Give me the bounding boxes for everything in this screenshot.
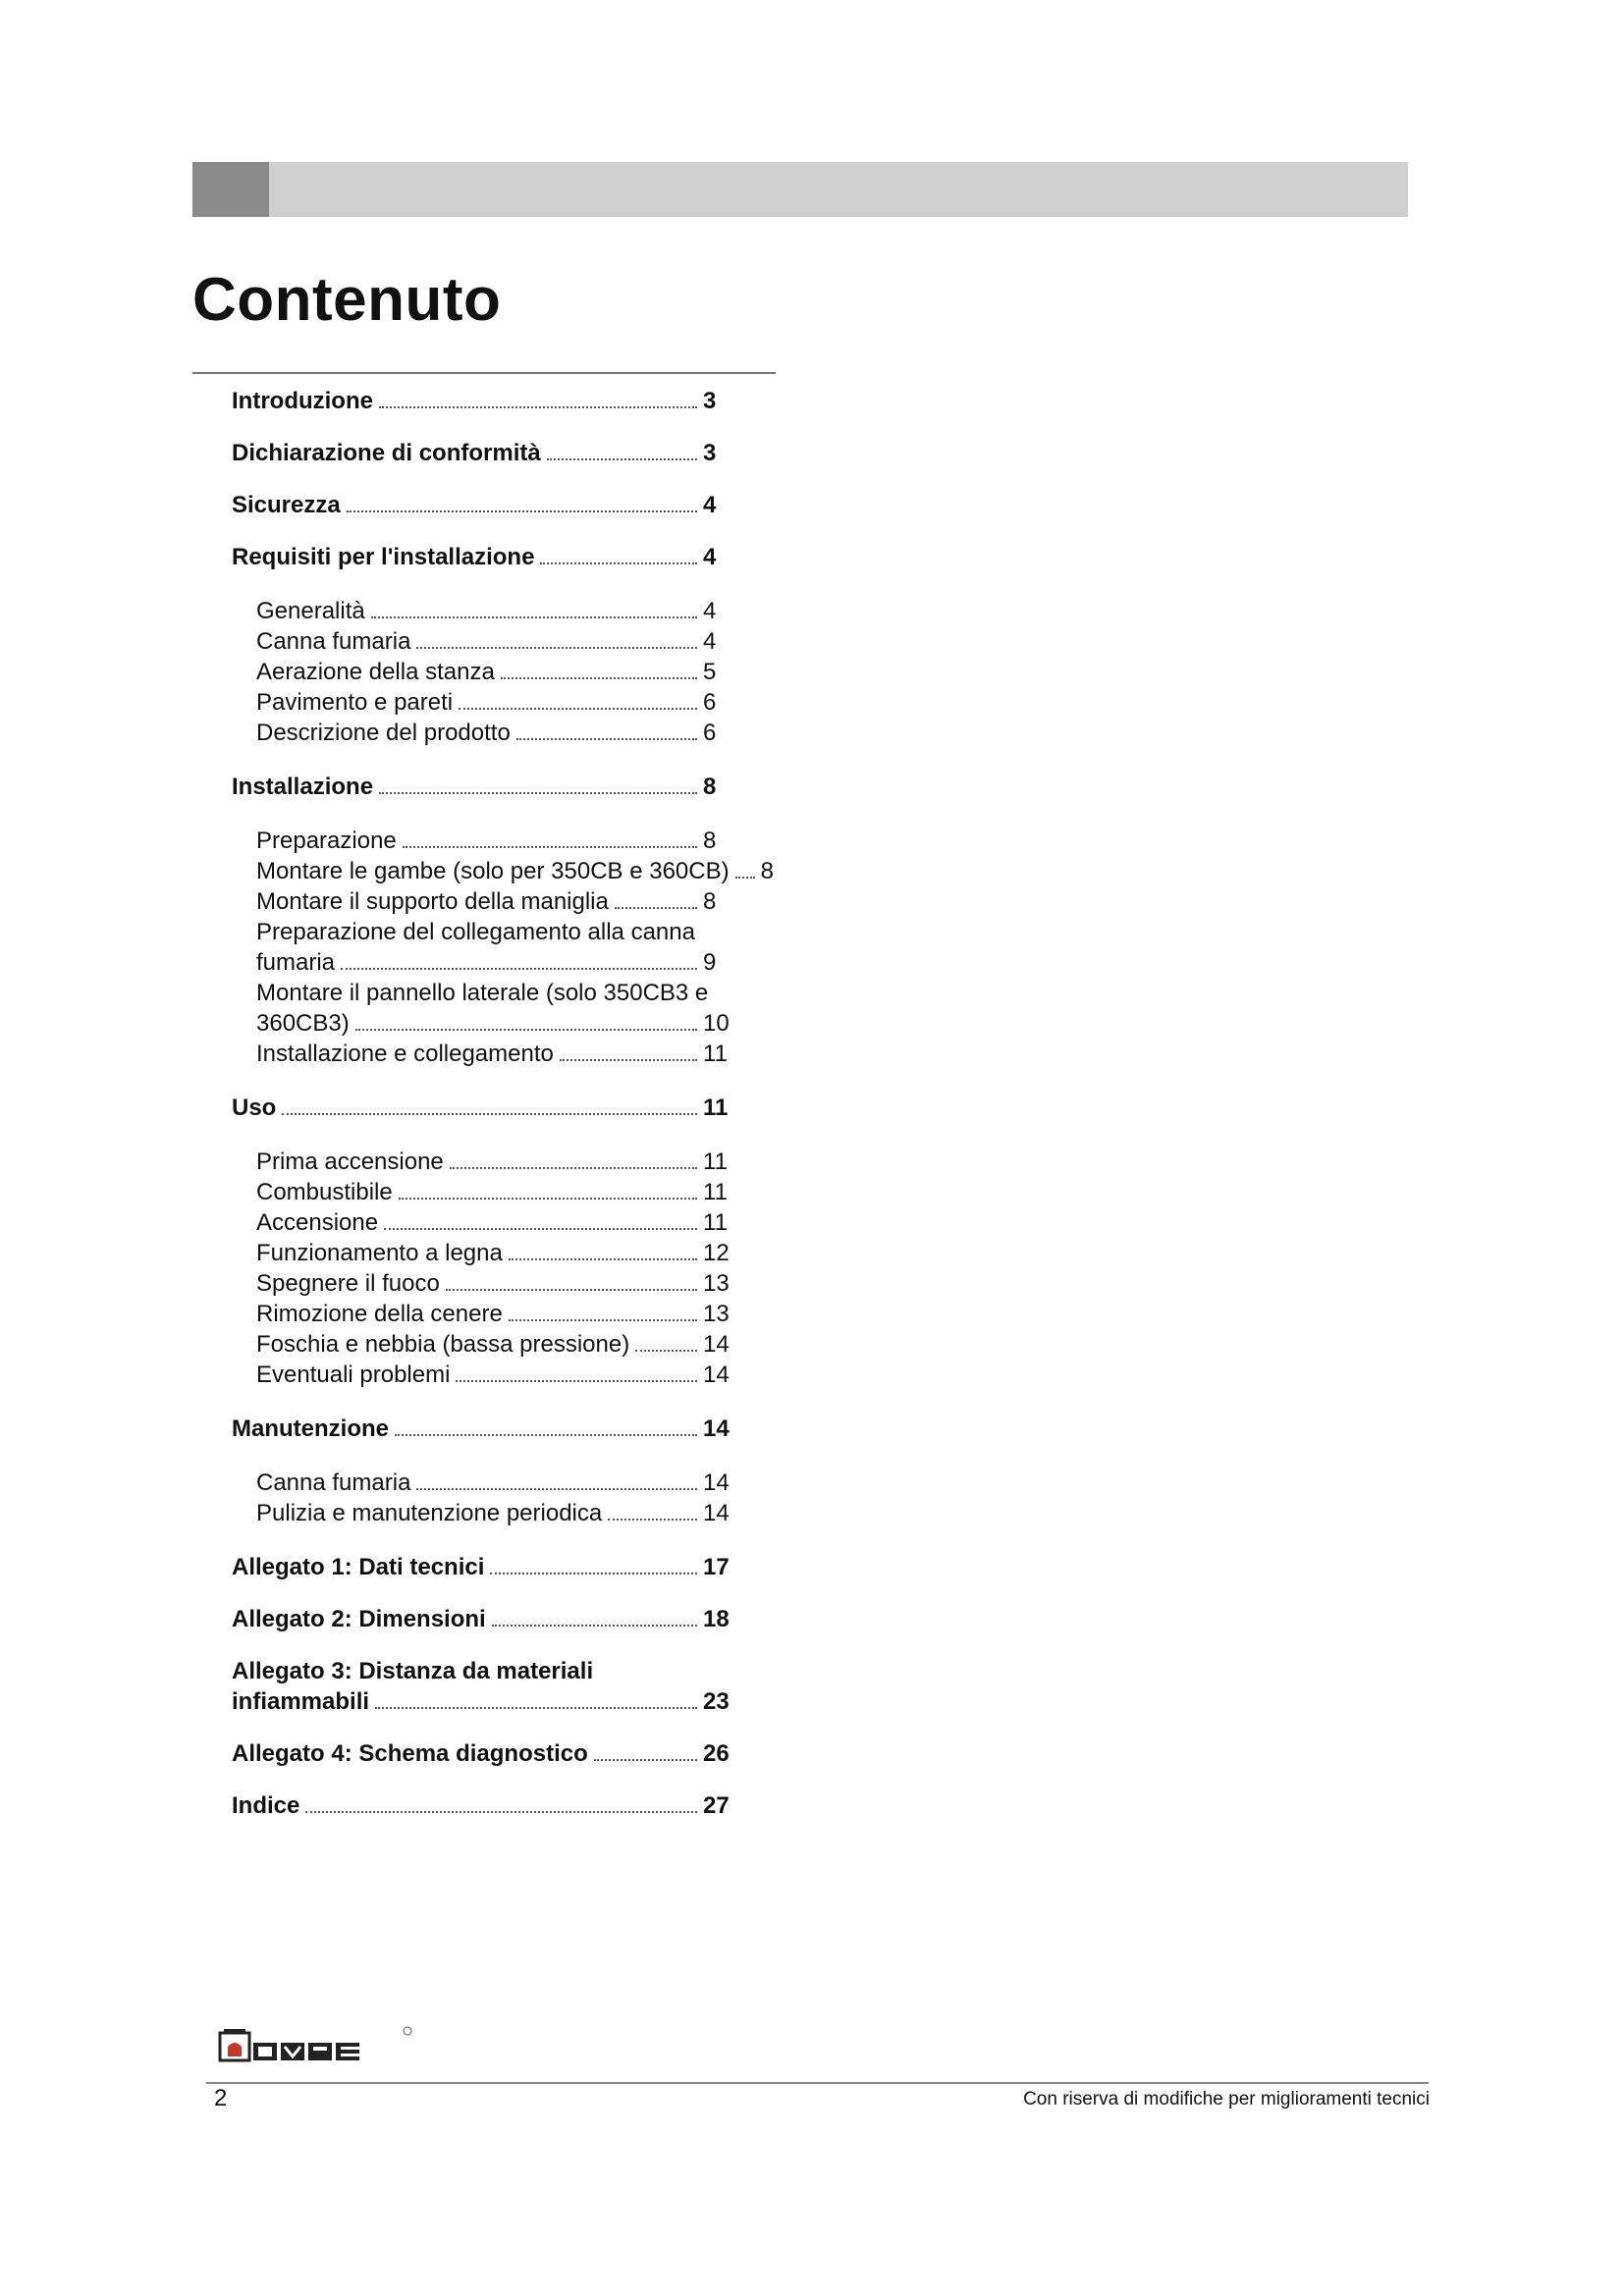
toc-subsection[interactable] bbox=[232, 1299, 860, 1329]
toc-subsection[interactable] bbox=[232, 626, 860, 657]
toc-leader-dots bbox=[501, 677, 697, 679]
toc-section[interactable] bbox=[232, 1656, 860, 1717]
toc-section[interactable] bbox=[232, 1414, 860, 1444]
toc-leader-dots bbox=[615, 907, 697, 909]
toc-subsection[interactable] bbox=[232, 826, 860, 856]
toc-leader-dots bbox=[594, 1759, 697, 1761]
toc-leader-dots bbox=[509, 1258, 697, 1260]
toc-page-number: 13 bbox=[703, 1270, 730, 1297]
toc-subsection[interactable] bbox=[232, 856, 860, 886]
toc-leader-dots bbox=[560, 1059, 697, 1061]
toc-page-number: 13 bbox=[703, 1301, 730, 1327]
toc-subsection[interactable] bbox=[232, 1147, 860, 1177]
page-title: Contenuto bbox=[192, 266, 502, 334]
toc-subsection[interactable] bbox=[232, 657, 860, 687]
toc-page-number: 12 bbox=[703, 1240, 730, 1266]
toc-subsection[interactable] bbox=[232, 1207, 860, 1238]
toc-section[interactable] bbox=[232, 490, 860, 520]
toc-leader-dots bbox=[446, 1289, 697, 1291]
toc-page-number: 8 bbox=[703, 828, 717, 854]
toc-page-number: 8 bbox=[703, 888, 717, 915]
toc-section[interactable] bbox=[232, 1093, 860, 1123]
toc-leader-dots bbox=[416, 647, 697, 649]
toc-page-number: 14 bbox=[703, 1500, 730, 1526]
toc-page-number: 3 bbox=[703, 388, 717, 414]
toc-page-number: 4 bbox=[703, 544, 717, 570]
toc-leader-dots bbox=[516, 738, 697, 740]
toc-page-number: 6 bbox=[703, 689, 717, 716]
table-of-contents bbox=[232, 386, 860, 1842]
toc-label: Generalità bbox=[256, 598, 365, 624]
toc-section[interactable] bbox=[232, 438, 860, 468]
toc-section[interactable] bbox=[232, 1790, 860, 1821]
toc-page-number: 4 bbox=[703, 492, 717, 518]
toc-page-number: 10 bbox=[703, 1010, 730, 1037]
toc-section[interactable] bbox=[232, 386, 860, 416]
header-band-accent bbox=[192, 162, 269, 217]
toc-page-number: 4 bbox=[703, 628, 717, 655]
toc-label: Installazione e collegamento bbox=[256, 1041, 554, 1067]
toc-page-number: 14 bbox=[703, 1331, 730, 1358]
toc-leader-dots bbox=[490, 1573, 697, 1575]
toc-label: Rimozione della cenere bbox=[256, 1301, 503, 1327]
toc-subsection[interactable] bbox=[232, 1498, 860, 1528]
toc-page-number: 3 bbox=[703, 440, 717, 466]
toc-subsection[interactable] bbox=[232, 596, 860, 626]
toc-subsection[interactable] bbox=[232, 1329, 860, 1360]
toc-subsection[interactable] bbox=[232, 978, 860, 1039]
toc-label: Aerazione della stanza bbox=[256, 659, 495, 685]
toc-leader-dots bbox=[540, 562, 697, 564]
toc-label: Combustibile bbox=[256, 1179, 393, 1205]
toc-subsection[interactable] bbox=[232, 1238, 860, 1268]
toc-leader-dots bbox=[282, 1113, 697, 1115]
toc-label: 360CB3) bbox=[256, 1010, 350, 1037]
toc-leader-dots bbox=[416, 1488, 697, 1490]
toc-page-number: 23 bbox=[703, 1688, 730, 1715]
toc-section[interactable] bbox=[232, 1738, 860, 1769]
toc-label: Eventuali problemi bbox=[256, 1362, 451, 1388]
toc-subsection[interactable] bbox=[232, 718, 860, 748]
toc-subsection[interactable] bbox=[232, 1468, 860, 1498]
footer-divider bbox=[206, 2082, 1429, 2084]
toc-label: Spegnere il fuoco bbox=[256, 1270, 440, 1297]
toc-page-number: 11 bbox=[703, 1095, 729, 1121]
toc-subsection[interactable] bbox=[232, 687, 860, 718]
toc-leader-dots bbox=[355, 1029, 697, 1031]
toc-leader-dots bbox=[450, 1167, 697, 1169]
toc-label: Manutenzione bbox=[232, 1415, 389, 1442]
toc-leader-dots bbox=[341, 968, 697, 970]
toc-leader-dots bbox=[371, 616, 697, 618]
toc-label: Introduzione bbox=[232, 388, 373, 414]
toc-subsection[interactable] bbox=[232, 1039, 860, 1069]
toc-label: Pavimento e pareti bbox=[256, 689, 454, 716]
toc-leader-dots bbox=[456, 1380, 697, 1382]
toc-label: Montare il pannello laterale (solo 350CB3 e bbox=[256, 980, 709, 1006]
toc-leader-dots bbox=[384, 1228, 697, 1230]
toc-page-number: 14 bbox=[703, 1415, 730, 1442]
toc-subsection[interactable] bbox=[232, 1360, 860, 1390]
toc-leader-dots bbox=[379, 406, 697, 408]
title-divider bbox=[192, 372, 776, 374]
toc-page-number: 27 bbox=[703, 1792, 730, 1819]
toc-label: Allegato 4: Schema diagnostico bbox=[232, 1740, 588, 1767]
toc-label: Installazione bbox=[232, 774, 374, 800]
toc-subsection[interactable] bbox=[232, 886, 860, 917]
toc-leader-dots bbox=[735, 877, 755, 879]
toc-label: Canna fumaria bbox=[256, 628, 411, 655]
toc-label: Accensione bbox=[256, 1209, 379, 1236]
toc-label: Descrizione del prodotto bbox=[256, 720, 511, 746]
toc-page-number: 8 bbox=[760, 858, 774, 884]
toc-page-number: 4 bbox=[703, 598, 717, 624]
toc-label: Montare il supporto della maniglia bbox=[256, 888, 609, 915]
toc-label: Sicurezza bbox=[232, 492, 341, 518]
page-number: 2 bbox=[214, 2085, 228, 2111]
toc-page-number: 9 bbox=[703, 949, 717, 976]
toc-page-number: 14 bbox=[703, 1362, 730, 1388]
toc-section[interactable] bbox=[232, 772, 860, 802]
dovre-logo bbox=[218, 2025, 414, 2064]
footer-note: Con riserva di modifiche per miglioramenti tecnici bbox=[1023, 2089, 1430, 2109]
toc-page-number: 11 bbox=[703, 1148, 728, 1175]
toc-label: Allegato 1: Dati tecnici bbox=[232, 1554, 485, 1580]
toc-subsection[interactable] bbox=[232, 1268, 860, 1299]
toc-leader-dots bbox=[379, 792, 697, 794]
toc-leader-dots bbox=[403, 846, 697, 848]
toc-label: Funzionamento a legna bbox=[256, 1240, 503, 1266]
toc-label: Pulizia e manutenzione periodica bbox=[256, 1500, 603, 1526]
toc-label: fumaria bbox=[256, 949, 336, 976]
toc-leader-dots bbox=[509, 1319, 697, 1321]
toc-page-number: 11 bbox=[703, 1209, 728, 1236]
toc-leader-dots bbox=[492, 1625, 697, 1627]
toc-leader-dots bbox=[459, 708, 697, 710]
toc-leader-dots bbox=[399, 1198, 697, 1200]
toc-subsection[interactable] bbox=[232, 1177, 860, 1207]
toc-label: Canna fumaria bbox=[256, 1469, 411, 1496]
toc-subsection[interactable] bbox=[232, 917, 860, 978]
toc-page-number: 6 bbox=[703, 720, 717, 746]
toc-page-number: 11 bbox=[703, 1041, 728, 1067]
toc-section[interactable] bbox=[232, 1604, 860, 1634]
toc-leader-dots bbox=[375, 1707, 697, 1709]
toc-page-number: 26 bbox=[703, 1740, 730, 1767]
toc-label: infiammabili bbox=[232, 1688, 370, 1715]
toc-leader-dots bbox=[635, 1350, 697, 1352]
toc-page-number: 5 bbox=[703, 659, 717, 685]
toc-page-number: 17 bbox=[703, 1554, 730, 1580]
toc-label: Preparazione del collegamento alla canna bbox=[256, 919, 695, 945]
toc-label: Requisiti per l'installazione bbox=[232, 544, 535, 570]
toc-label: Preparazione bbox=[256, 828, 397, 854]
toc-label: Indice bbox=[232, 1792, 300, 1819]
toc-label: Prima accensione bbox=[256, 1148, 444, 1175]
toc-label: Allegato 2: Dimensioni bbox=[232, 1606, 486, 1632]
toc-leader-dots bbox=[395, 1434, 697, 1436]
toc-leader-dots bbox=[347, 510, 697, 512]
toc-label: Uso bbox=[232, 1095, 277, 1121]
toc-page-number: 18 bbox=[703, 1606, 730, 1632]
toc-label: Montare le gambe (solo per 350CB e 360CB) bbox=[256, 858, 730, 884]
toc-page-number: 11 bbox=[703, 1179, 728, 1205]
toc-label: Foschia e nebbia (bassa pressione) bbox=[256, 1331, 630, 1358]
toc-page-number: 14 bbox=[703, 1469, 730, 1496]
toc-label: Allegato 3: Distanza da materiali bbox=[232, 1658, 594, 1684]
header-band bbox=[192, 162, 1408, 217]
toc-page-number: 8 bbox=[703, 774, 717, 800]
toc-label: Dichiarazione di conformità bbox=[232, 440, 541, 466]
toc-section[interactable] bbox=[232, 1552, 860, 1582]
toc-leader-dots bbox=[547, 458, 697, 460]
toc-section[interactable] bbox=[232, 542, 860, 572]
toc-leader-dots bbox=[305, 1811, 697, 1813]
toc-leader-dots bbox=[608, 1519, 697, 1521]
